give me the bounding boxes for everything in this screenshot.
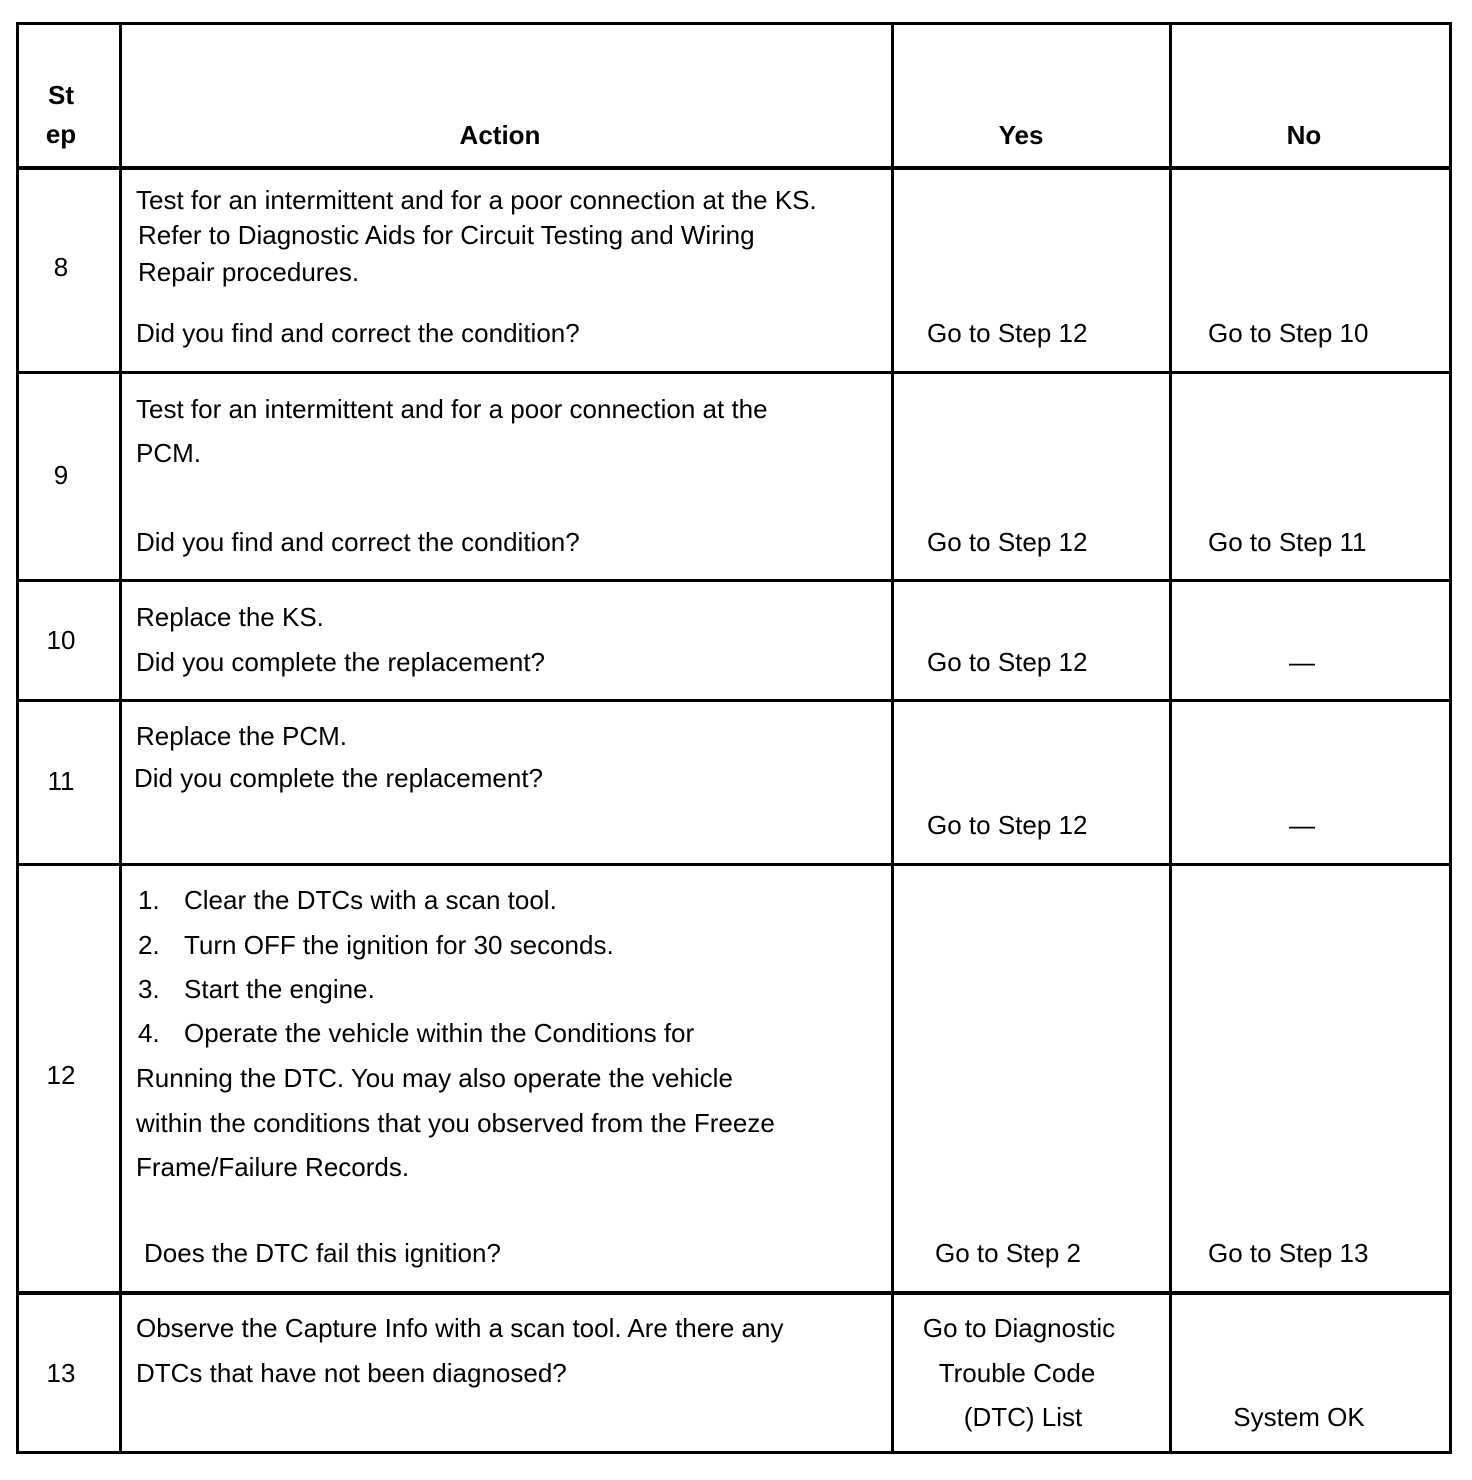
column-divider bbox=[1169, 25, 1172, 1451]
column-divider bbox=[891, 25, 894, 1451]
list-item-number: 4. bbox=[138, 1018, 160, 1048]
row-divider bbox=[19, 699, 1449, 702]
action-question: Did you find and correct the condition? bbox=[136, 527, 580, 557]
list-item-text: Turn OFF the ignition for 30 seconds. bbox=[184, 930, 614, 960]
header-step-line1: St bbox=[48, 80, 74, 110]
no-result: Go to Step 10 bbox=[1208, 318, 1369, 348]
header-step bbox=[18, 80, 104, 149]
action-text: Running the DTC. You may also operate the vehicle bbox=[136, 1063, 733, 1093]
row-divider bbox=[19, 579, 1449, 582]
header-yes: Yes bbox=[998, 120, 1044, 150]
step-number: 13 bbox=[46, 1358, 76, 1388]
action-text: Replace the KS. bbox=[136, 602, 324, 632]
action-question: Did you find and correct the condition? bbox=[136, 318, 580, 348]
step-number: 10 bbox=[46, 625, 76, 655]
column-divider bbox=[119, 25, 122, 1451]
action-text: PCM. bbox=[136, 438, 201, 468]
action-text: DTCs that have not been diagnosed? bbox=[136, 1358, 567, 1388]
yes-result: Go to Step 12 bbox=[927, 318, 1088, 348]
step-number: 12 bbox=[46, 1060, 76, 1090]
row-divider bbox=[19, 166, 1449, 170]
list-item-number: 2. bbox=[138, 930, 160, 960]
list-item-text: Start the engine. bbox=[184, 974, 375, 1004]
list-item-number: 3. bbox=[138, 974, 160, 1004]
action-text: Observe the Capture Info with a scan tool. Are there any bbox=[136, 1313, 784, 1343]
no-result: Go to Step 13 bbox=[1208, 1238, 1369, 1268]
action-text: Test for an intermittent and for a poor connection at the KS. bbox=[136, 185, 817, 215]
action-text: within the conditions that you observed from the Freeze bbox=[136, 1108, 775, 1138]
yes-result: Go to Step 12 bbox=[927, 527, 1088, 557]
no-result: — bbox=[1289, 810, 1315, 840]
header-action: Action bbox=[459, 120, 541, 150]
action-text: Repair procedures. bbox=[138, 257, 360, 287]
row-divider bbox=[19, 863, 1449, 866]
yes-result: Go to Diagnostic bbox=[922, 1313, 1116, 1343]
yes-result: Go to Step 12 bbox=[927, 810, 1088, 840]
action-question: Did you complete the replacement? bbox=[134, 763, 544, 793]
header-no: No bbox=[1286, 120, 1322, 150]
action-text: Test for an intermittent and for a poor connection at the bbox=[136, 394, 768, 424]
header-step-line2: ep bbox=[45, 119, 77, 149]
step-number: 11 bbox=[47, 766, 75, 796]
list-item-text: Clear the DTCs with a scan tool. bbox=[184, 885, 557, 915]
row-divider bbox=[19, 1291, 1449, 1295]
no-result: Go to Step 11 bbox=[1208, 527, 1367, 557]
list-item-text: Operate the vehicle within the Conditions for bbox=[184, 1018, 695, 1048]
action-text: Refer to Diagnostic Aids for Circuit Testing and Wiring bbox=[138, 220, 755, 250]
yes-result: Go to Step 12 bbox=[927, 647, 1088, 677]
step-number: 8 bbox=[53, 252, 69, 282]
yes-result: (DTC) List bbox=[963, 1402, 1083, 1432]
action-question: Does the DTC fail this ignition? bbox=[144, 1238, 501, 1268]
row-divider bbox=[19, 371, 1449, 374]
yes-result: Go to Step 2 bbox=[935, 1238, 1081, 1268]
step-number: 9 bbox=[53, 460, 69, 490]
action-question: Did you complete the replacement? bbox=[136, 647, 546, 677]
yes-result: Trouble Code bbox=[938, 1358, 1096, 1388]
no-result: System OK bbox=[1233, 1402, 1365, 1432]
list-item-number: 1. bbox=[138, 885, 160, 915]
action-text: Frame/Failure Records. bbox=[136, 1152, 410, 1182]
action-text: Replace the PCM. bbox=[136, 721, 347, 751]
no-result: — bbox=[1289, 647, 1315, 677]
